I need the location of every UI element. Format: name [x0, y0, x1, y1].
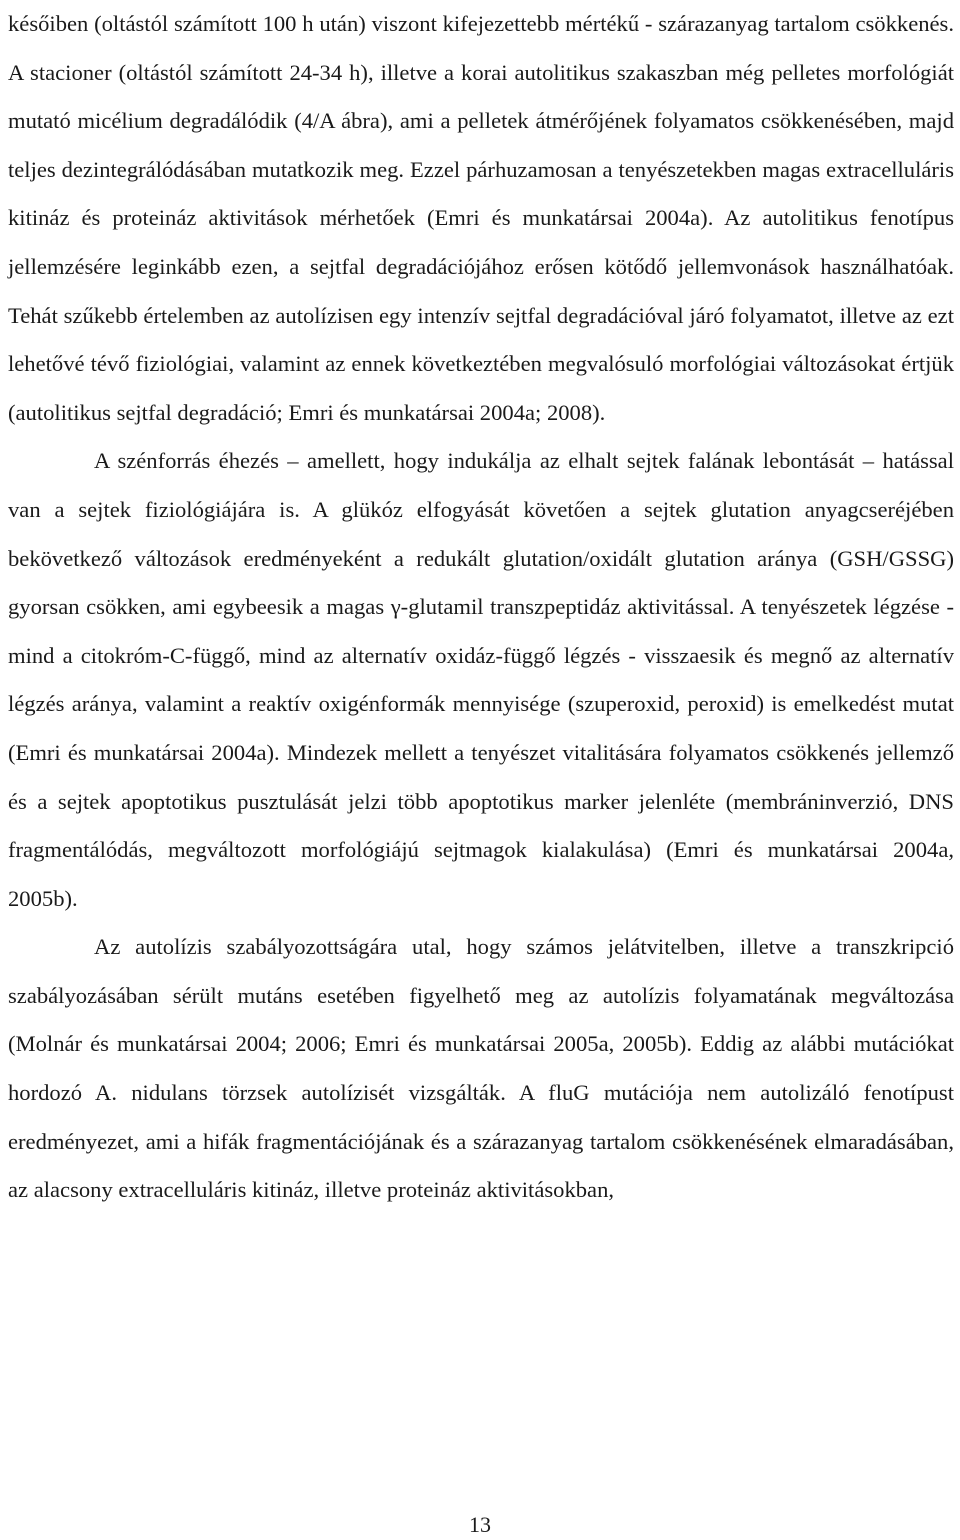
paragraph-3: Az autolízis szabályozottságára utal, hogy számos jelátvitelben, illetve a transzkripció szabályozásában sérült mutáns esetében figyelhető meg az autolízis folyamatának megváltozása (Molnár és munkatársai 2004; 2006; Emri és munkatársai 2005a, 2005b). Eddig az alábbi mutációkat hordozó A. nidulans törzsek autolízisét vizsgálták. A fluG mutációja nem autolizáló fenotípust eredményezet, ami a hifák fragmentációjának és a szárazanyag tartalom csökkenésének elmaradásában, az alacsony extracelluláris kitináz, illetve proteináz aktivitásokban, — [8, 934, 954, 1203]
paragraph-1: későiben (oltástól számított 100 h után) viszont kifejezettebb mértékű - szárazanyag tartalom csökkenés. A stacioner (oltástól számított 24-34 h), illetve a korai autolitikus szakaszban még pelletes morfológiát mutató micélium degradálódik (4/A ábra), ami a pelletek átmérőjének folyamatos csökkenésében, majd teljes dezintegrálódásában mutatkozik meg. Ezzel párhuzamosan a tenyészetekben magas extracelluláris kitináz és proteináz aktivitások mérhetőek (Emri és munkatársai 2004a). Az autolitikus fenotípus jellemzésére leginkább ezen, a sejtfal degradációjához erősen kötődő jellemvonások használhatóak. Tehát szűkebb értelemben az autolízisen egy intenzív sejtfal degradációval járó folyamatot, illetve az ezt lehetővé tévő fiziológiai, valamint az ennek következtében megvalósuló morfológiai változásokat értjük (autolitikus sejtfal degradáció; Emri és munkatársai 2004a; 2008). — [8, 11, 954, 425]
page-number: 13 — [469, 1512, 491, 1537]
paragraph-2: A szénforrás éhezés – amellett, hogy indukálja az elhalt sejtek falának lebontását – hatással van a sejtek fiziológiájára is. A glükóz elfogyását követően a sejtek glutation anyagcseréjében bekövetkező változások eredményeként a redukált glutation/oxidált glutation aránya (GSH/GSSG) gyorsan csökken, ami egybeesik a magas γ-glutamil transzpeptidáz aktivitással. A tenyészetek légzése - mind a citokróm-C-függő, mind az alternatív oxidáz-függő légzés - visszaesik és megnő az alternatív légzés aránya, valamint a reaktív oxigénformák mennyisége (szuperoxid, peroxid) is emelkedést mutat (Emri és munkatársai 2004a). Mindezek mellett a tenyészet vitalitására folyamatos csökkenés jellemző és a sejtek apoptotikus pusztulását jelzi több apoptotikus marker jelenléte (membráninverzió, DNS fragmentálódás, megváltozott morfológiájú sejtmagok kialakulása) (Emri és munkatársai 2004a, 2005b). — [8, 448, 954, 911]
body-text — [8, 0, 954, 1215]
document-page — [8, 0, 954, 1538]
